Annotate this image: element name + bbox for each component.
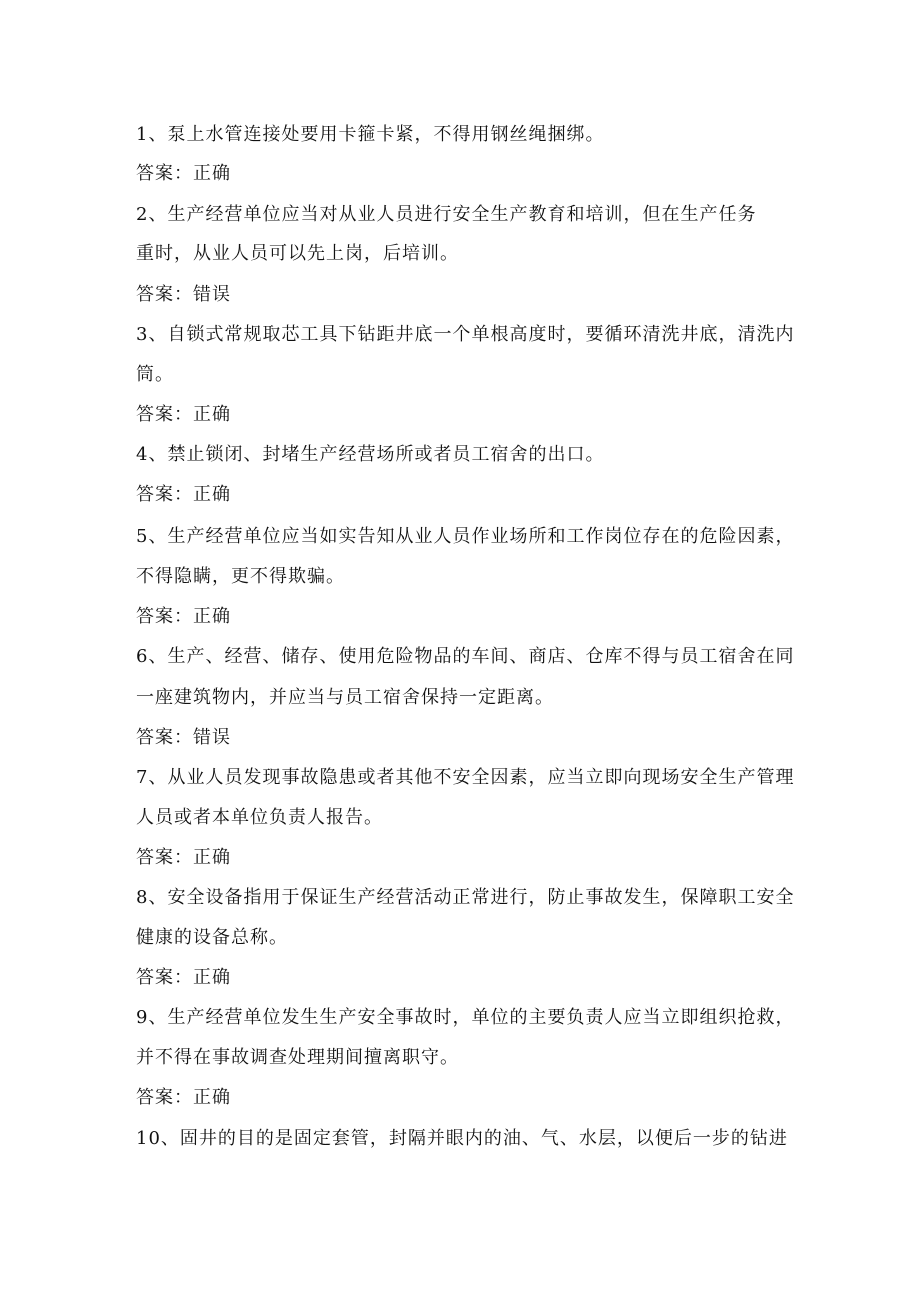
- question-3-text-line-2: 筒。: [136, 364, 174, 385]
- question-4-text: 4、禁止锁闭、封堵生产经营场所或者员工宿舍的出口。: [136, 444, 605, 465]
- question-2-text-line-2: 重时，从业人员可以先上岗，后培训。: [136, 243, 459, 264]
- question-6-text-line-1: 6、生产、经营、储存、使用危险物品的车间、商店、仓库不得与员工宿舍在同: [136, 646, 795, 667]
- question-9-text-line-1: 9、生产经营单位发生生产安全事故时，单位的主要负责人应当立即组织抢救，: [136, 1007, 795, 1028]
- question-7-answer: 答案：正确: [136, 847, 231, 868]
- question-8-text-line-1: 8、安全设备指用于保证生产经营活动正常进行，防止事故发生，保障职工安全: [136, 887, 795, 908]
- question-5-text-line-1: 5、生产经营单位应当如实告知从业人员作业场所和工作岗位存在的危险因素，: [136, 526, 795, 547]
- question-4-answer: 答案：正确: [136, 484, 231, 505]
- question-3-answer: 答案：正确: [136, 404, 231, 425]
- question-9-answer: 答案：正确: [136, 1087, 231, 1108]
- question-1-answer: 答案：正确: [136, 163, 231, 184]
- question-1-text: 1、泵上水管连接处要用卡箍卡紧，不得用钢丝绳捆绑。: [136, 124, 605, 145]
- question-7-text-line-1: 7、从业人员发现事故隐患或者其他不安全因素，应当立即向现场安全生产管理: [136, 767, 795, 788]
- question-6-answer: 答案：错误: [136, 727, 231, 748]
- question-2-answer: 答案：错误: [136, 284, 231, 305]
- question-3-text-line-1: 3、自锁式常规取芯工具下钻距井底一个单根高度时，要循环清洗井底，清洗内: [136, 324, 795, 345]
- question-5-text-line-2: 不得隐瞒，更不得欺骗。: [136, 566, 345, 587]
- question-9-text-line-2: 并不得在事故调查处理期间擅离职守。: [136, 1047, 459, 1068]
- question-8-text-line-2: 健康的设备总称。: [136, 927, 288, 948]
- question-6-text-line-2: 一座建筑物内，并应当与员工宿舍保持一定距离。: [136, 687, 554, 708]
- question-7-text-line-2: 人员或者本单位负责人报告。: [136, 807, 383, 828]
- question-8-answer: 答案：正确: [136, 967, 231, 988]
- question-5-answer: 答案：正确: [136, 606, 231, 627]
- question-2-text-line-1: 2、生产经营单位应当对从业人员进行安全生产教育和培训，但在生产任务: [136, 204, 757, 225]
- question-10-text-line-1: 10、固井的目的是固定套管，封隔并眼内的油、气、水层，以便后一步的钻进: [136, 1128, 788, 1149]
